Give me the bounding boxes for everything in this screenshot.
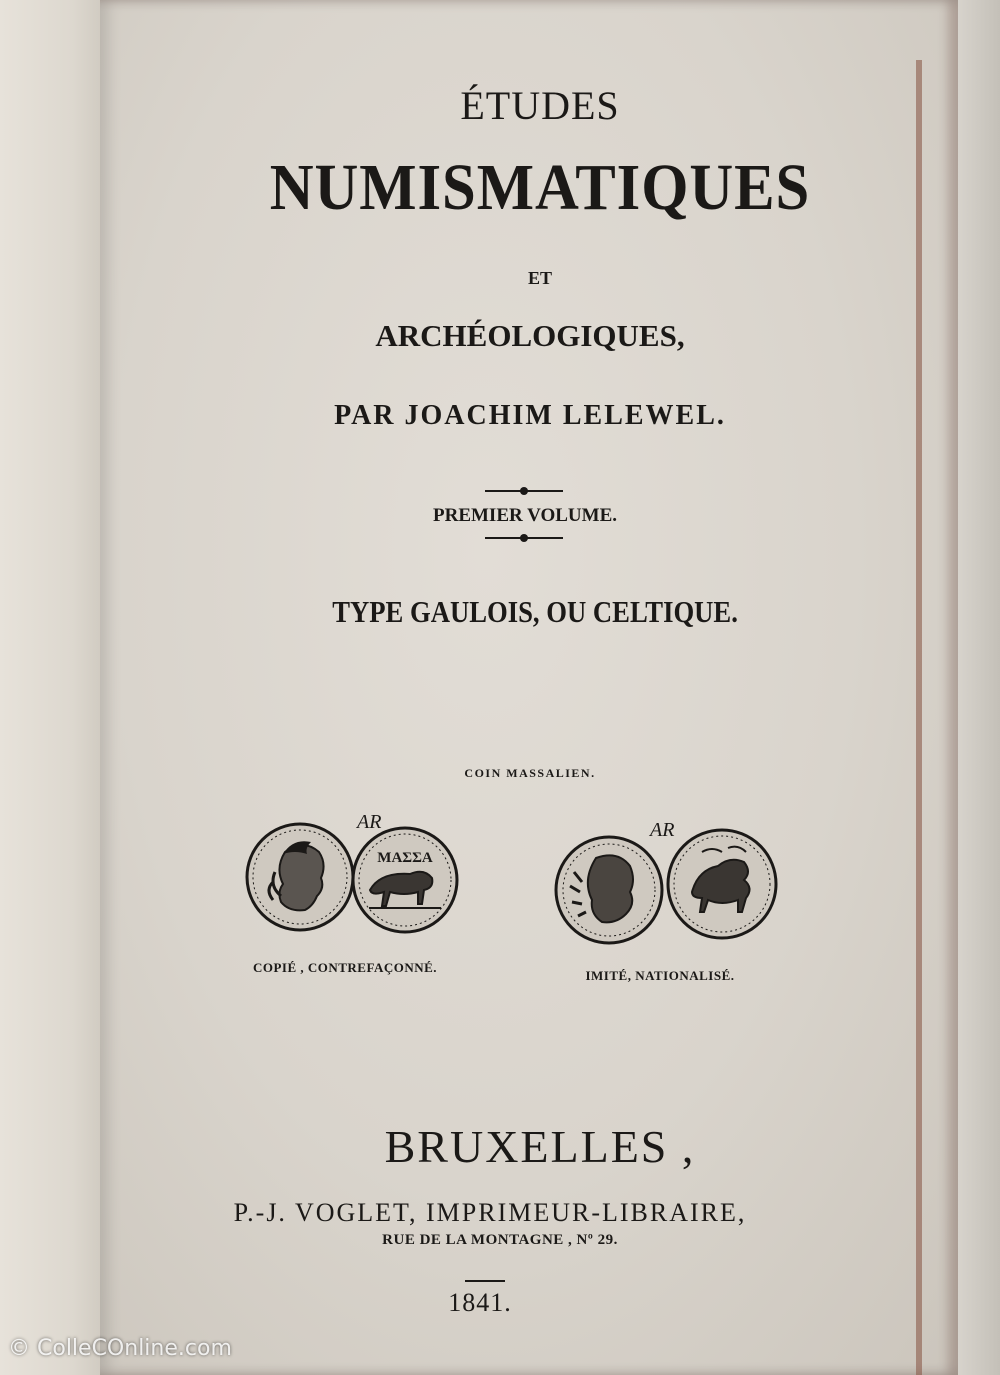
page-edge xyxy=(916,60,922,1375)
author-line: PAR JOACHIM LELEWEL. xyxy=(334,400,726,431)
title-main: NUMISMATIQUES xyxy=(269,151,811,224)
coin-obverse-head-icon xyxy=(247,824,353,930)
coin-pair-left-illustration xyxy=(245,812,465,942)
subject-line: TYPE GAULOIS, OU CELTIQUE. xyxy=(332,594,738,629)
illustration-heading: COIN MASSALIEN. xyxy=(464,766,596,780)
coin-pair-right-illustration xyxy=(552,822,782,947)
caption-left: COPIÉ , CONTREFAÇONNÉ. xyxy=(252,960,438,975)
ornamental-rule-top xyxy=(485,488,563,494)
metal-mark-right: AR xyxy=(650,822,675,841)
metal-mark-left: AR xyxy=(357,812,382,833)
volume-label: PREMIER VOLUME. xyxy=(433,505,617,526)
year-rule xyxy=(465,1278,505,1284)
coin-legend: ΜΑΣΣΑ xyxy=(377,850,433,866)
title-line-archeologiques: ARCHÉOLOGIQUES, xyxy=(375,318,685,353)
imprint-printer: P.-J. VOGLET, IMPRIMEUR-LIBRAIRE, xyxy=(233,1198,747,1227)
coin-obverse-celtic-head-icon xyxy=(556,837,662,943)
title-line-etudes: ÉTUDES xyxy=(460,83,620,128)
site-watermark: © ColleCOnline.com xyxy=(8,1336,232,1361)
ornamental-rule-bottom xyxy=(485,535,563,541)
coin-reverse-stylized-lion-icon xyxy=(668,830,776,938)
title-conjunction: ET xyxy=(527,268,552,288)
imprint-city: BRUXELLES , xyxy=(384,1121,696,1172)
imprint-year: 1841. xyxy=(448,1288,512,1317)
imprint-address: RUE DE LA MONTAGNE , Nº 29. xyxy=(382,1232,618,1248)
caption-right: IMITÉ, NATIONALISÉ. xyxy=(585,968,735,983)
coin-reverse-lion-icon xyxy=(353,828,457,932)
title-page xyxy=(100,0,958,1375)
